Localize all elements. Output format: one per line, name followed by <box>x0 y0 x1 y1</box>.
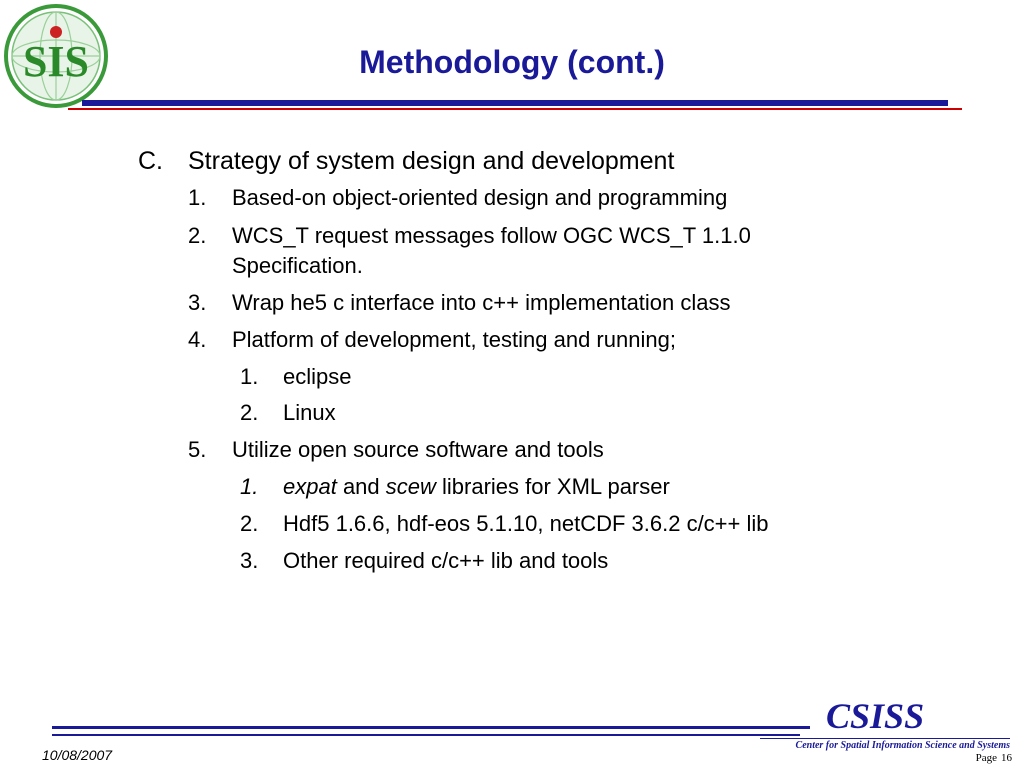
connector-text: and <box>336 474 386 499</box>
list-text: WCS_T request messages follow OGC WCS_T 1.1.0 <box>232 223 751 248</box>
sub-list-text: eclipse <box>283 364 352 389</box>
footer-rule-lower <box>52 734 800 736</box>
section-text: Strategy of system design and development <box>188 147 675 175</box>
sub-list-number: 1. <box>240 364 259 389</box>
sub-list-number: 2. <box>240 400 259 425</box>
list-text: Utilize open source software and tools <box>232 437 604 462</box>
list-text-continuation <box>232 253 363 279</box>
list-number: 4. <box>188 327 207 352</box>
page-number <box>976 752 1012 764</box>
sub-list-text-rest: libraries for XML parser <box>435 474 670 499</box>
list-text: Wrap he5 c interface into c++ implementation class <box>232 290 731 315</box>
section-marker: C. <box>138 147 163 175</box>
header-rule-blue <box>82 100 948 106</box>
sub-list-text: Linux <box>283 400 336 425</box>
page-label: Page <box>975 752 997 764</box>
list-number: 3. <box>188 290 207 315</box>
footer-rule-upper <box>52 726 810 729</box>
list-number: 2. <box>188 223 207 248</box>
library-name-expat: expat <box>283 474 337 499</box>
sub-list-number: 1. <box>240 474 259 499</box>
csiss-brand: CSISS <box>826 696 925 736</box>
footer-rule-right <box>760 738 1010 739</box>
sub-list-number: 3. <box>240 548 259 573</box>
footer-date: 10/08/2007 <box>42 747 113 763</box>
sub-list-text <box>283 474 670 500</box>
header-rule-red <box>68 108 962 110</box>
list-number: 1. <box>188 185 207 210</box>
svg-text:SIS: SIS <box>22 37 90 86</box>
center-name: Center for Spatial Information Science and Systems <box>795 740 1010 751</box>
list-number: 5. <box>188 437 207 462</box>
list-text: Based-on object-oriented design and programming <box>232 185 728 210</box>
list-text: Specification. <box>232 253 363 278</box>
sub-list-number: 2. <box>240 511 259 536</box>
library-name-scew: scew <box>385 474 436 499</box>
page-number-value: 16 <box>1001 752 1012 764</box>
slide-title: Methodology (cont.) <box>359 44 665 80</box>
list-text: Platform of development, testing and running; <box>232 327 676 352</box>
sub-list-text: Other required c/c++ lib and tools <box>283 548 609 573</box>
sub-list-text: Hdf5 1.6.6, hdf-eos 5.1.10, netCDF 3.6.2 c/c++ lib <box>283 511 769 536</box>
